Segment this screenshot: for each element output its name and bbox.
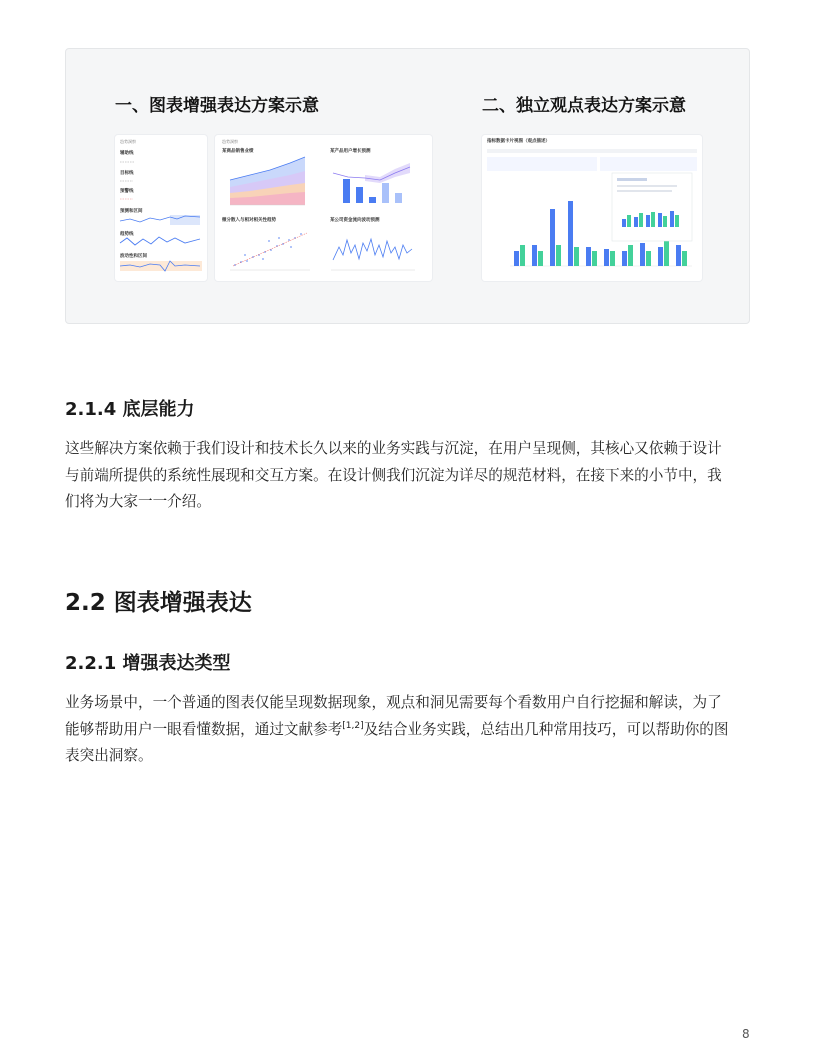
- chart-title: 微分散入与相对相关性趋势: [222, 218, 276, 223]
- paragraph-line: 这些解决方案依赖于我们设计和技术长久以来的业务实践与沉淀，在用户呈现侧，其核心又依赖于设计: [65, 440, 722, 457]
- trend-sidebar-card: [115, 135, 207, 281]
- section-heading-214: 2.1.4 底层能力: [65, 399, 195, 420]
- paragraph-text: 能够帮助用户一眼看懂数据，通过文献参考: [65, 720, 343, 738]
- charts-card-title: 趋势洞察: [222, 139, 238, 144]
- chart-title: 某产品用户增长预测: [330, 149, 371, 154]
- paragraph-line: [65, 717, 755, 744]
- sidebar-title: 趋势洞察: [120, 139, 136, 144]
- dashboard-title: 指标数据卡片视图（观点描述）: [487, 139, 550, 144]
- section-heading-221: 2.2.1 增强表达类型: [65, 653, 231, 674]
- chart-title: 某商品销售业绩: [222, 149, 254, 154]
- insight-dashboard-card: [482, 135, 702, 281]
- paragraph-line: 业务场景中，一个普通的图表仅能呈现数据现象，观点和洞见需要每个看数用户自行挖掘和解读，为了: [65, 694, 722, 711]
- sidebar-item: 目标线: [120, 171, 134, 176]
- sidebar-thumbnails: [115, 135, 207, 281]
- figure-panel: [65, 48, 750, 324]
- dashboard-chart: [482, 135, 702, 281]
- section-heading-22: 2.2 图表增强表达: [65, 590, 252, 616]
- sidebar-item: 波动性和区间: [120, 254, 147, 259]
- paragraph-line: 与前端所提供的系统性展现和交互方案。在设计侧我们沉淀为详尽的规范材料，在接下来的小节中，我: [65, 466, 722, 484]
- right-figure-title: 二、独立观点表达方案示意: [482, 96, 686, 116]
- left-figure-title: 一、图表增强表达方案示意: [115, 96, 319, 116]
- mini-charts: [215, 135, 432, 281]
- page-number: 8: [742, 1027, 750, 1041]
- paragraph-text: 及结合业务实践，总结出几种常用技巧，可以帮助你的图: [363, 720, 729, 738]
- sidebar-item: 预警线: [120, 189, 134, 194]
- paragraph-line: 表突出洞察。: [65, 747, 153, 764]
- chart-title: 某公司资金流向波动预测: [330, 218, 380, 223]
- sidebar-item: 预测和区间: [120, 209, 143, 214]
- section-214-paragraph: [65, 436, 755, 516]
- sidebar-item: 辅助线: [120, 151, 134, 156]
- section-221-paragraph: [65, 690, 755, 770]
- sidebar-item: 趋势线: [120, 232, 134, 237]
- trend-charts-card: [215, 135, 432, 281]
- citation-reference[interactable]: [1,2]: [342, 720, 364, 731]
- paragraph-line: 们将为大家一一介绍。: [65, 493, 211, 510]
